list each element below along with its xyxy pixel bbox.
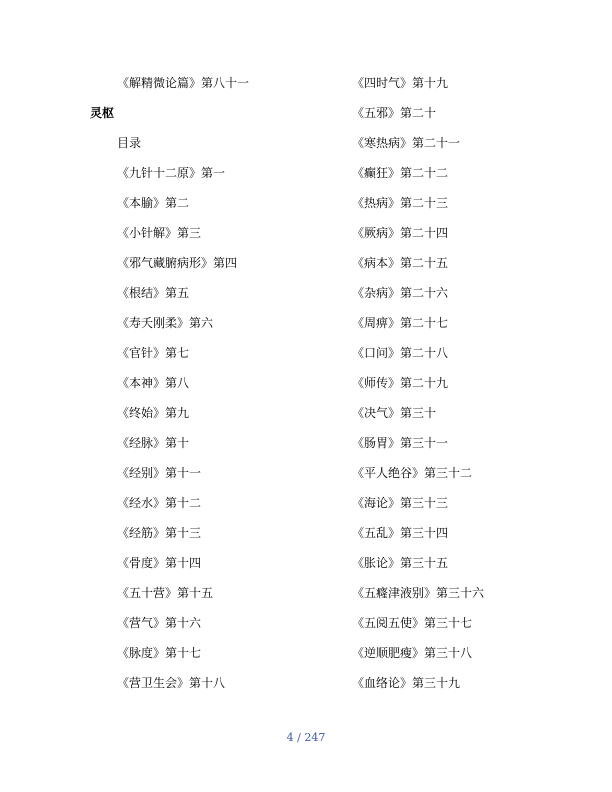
toc-entry[interactable]: 《解精微论篇》第八十一 [117,76,250,90]
toc-entry[interactable]: 《五癃津液别》第三十六 [352,586,485,600]
toc-entry[interactable]: 《肠胃》第三十一 [352,436,449,450]
toc-entry[interactable]: 《病本》第二十五 [352,256,449,270]
toc-entry[interactable]: 《四时气》第十九 [352,76,449,90]
toc-entry[interactable]: 《经脉》第十 [117,436,190,450]
section-title: 灵枢 [90,106,115,120]
toc-entry[interactable]: 《本腧》第二 [117,196,190,210]
toc-entry[interactable]: 《九针十二原》第一 [117,166,226,180]
toc-entry[interactable]: 《寿夭刚柔》第六 [117,316,214,330]
toc-entry[interactable]: 《营卫生会》第十八 [117,676,226,690]
toc-entry[interactable]: 《本神》第八 [117,376,190,390]
toc-entry[interactable]: 《胀论》第三十五 [352,556,449,570]
toc-entry[interactable]: 《官针》第七 [117,346,190,360]
toc-entry[interactable]: 《师传》第二十九 [352,376,449,390]
toc-entry[interactable]: 《厥病》第二十四 [352,226,449,240]
toc-entry[interactable]: 《杂病》第二十六 [352,286,449,300]
toc-entry[interactable]: 《决气》第三十 [352,406,437,420]
toc-entry[interactable]: 《经水》第十二 [117,496,202,510]
toc-entry[interactable]: 《邪气藏腑病形》第四 [117,256,238,270]
toc-entry[interactable]: 《小针解》第三 [117,226,202,240]
toc-entry[interactable]: 《五乱》第三十四 [352,526,449,540]
toc-entry[interactable]: 《周痹》第二十七 [352,316,449,330]
toc-entry[interactable]: 《平人绝谷》第三十二 [352,466,473,480]
toc-entry[interactable]: 《癫狂》第二十二 [352,166,449,180]
toc-entry[interactable]: 《五邪》第二十 [352,106,437,120]
subsection-title: 目录 [117,136,142,150]
page-number: 4 / 247 [286,731,326,744]
toc-entry[interactable]: 《热病》第二十三 [352,196,449,210]
toc-entry[interactable]: 《血络论》第三十九 [352,676,461,690]
toc-entry[interactable]: 《经别》第十一 [117,466,202,480]
toc-entry[interactable]: 《根结》第五 [117,286,190,300]
toc-entry[interactable]: 《脉度》第十七 [117,646,202,660]
toc-entry[interactable]: 《寒热病》第二十一 [352,136,461,150]
toc-entry[interactable]: 《骨度》第十四 [117,556,202,570]
toc-entry[interactable]: 《海论》第三十三 [352,496,449,510]
toc-entry[interactable]: 《营气》第十六 [117,616,202,630]
toc-entry[interactable]: 《终始》第九 [117,406,190,420]
toc-entry[interactable]: 《口问》第二十八 [352,346,449,360]
toc-entry[interactable]: 《逆顺肥瘦》第三十八 [352,646,473,660]
toc-entry[interactable]: 《五十营》第十五 [117,586,214,600]
toc-entry[interactable]: 《五阅五使》第三十七 [352,616,473,630]
toc-entry[interactable]: 《经筋》第十三 [117,526,202,540]
